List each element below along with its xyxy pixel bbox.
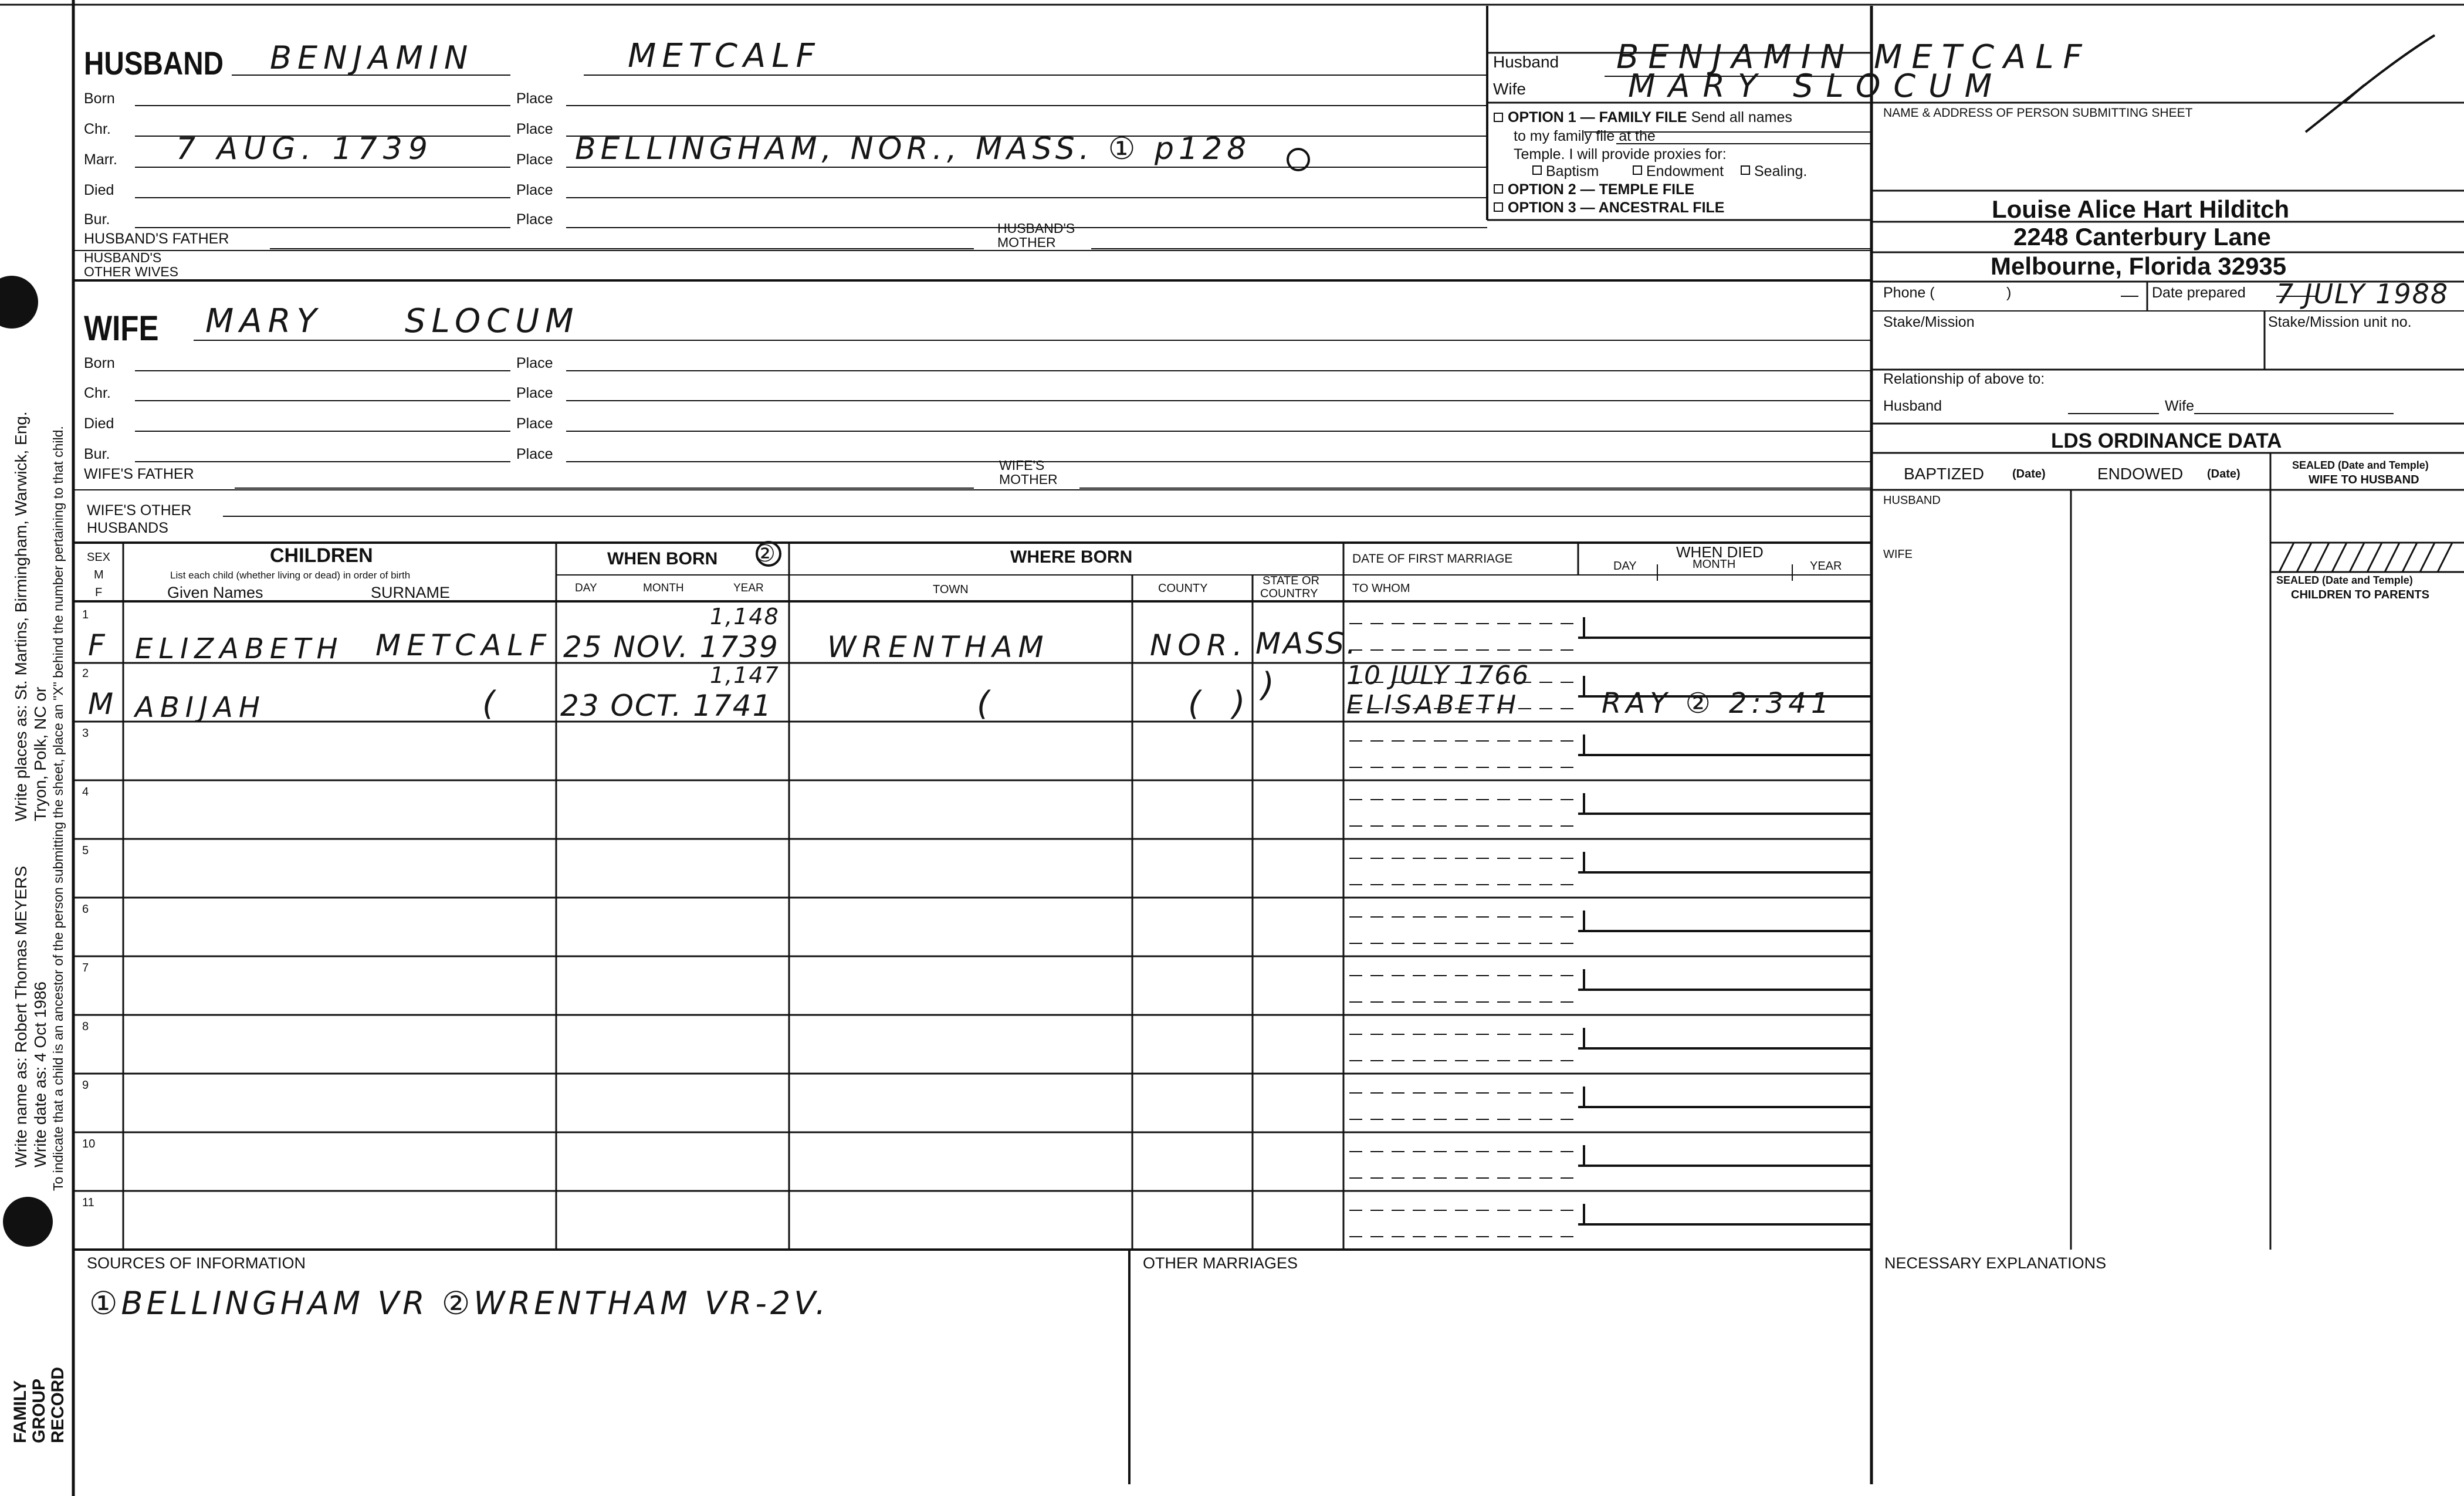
husband-marr-label: Marr. [84, 151, 117, 168]
husband-heading: HUSBAND [84, 45, 224, 82]
when-died-label: WHEN DIED [1676, 543, 1764, 561]
child-1-born: 25 NOV. 1739 [563, 630, 779, 664]
row-number-2: 2 [82, 667, 89, 680]
county-label: COUNTY [1158, 582, 1208, 595]
option1-title [1508, 110, 1792, 125]
died-bracket [1578, 1145, 1871, 1166]
husband-marriage-place: BELLINGHAM, NOR., MASS. ① p128 [575, 131, 1251, 167]
died-day-label: DAY [1613, 560, 1637, 573]
wife-bur-place-label: Place [516, 446, 553, 462]
sex-m: M [94, 568, 104, 581]
date-prepared-value: 7 JULY 1988 [2276, 278, 2449, 310]
sources-value: ①BELLINGHAM VR ②WRENTHAM VR-2V. [89, 1285, 830, 1322]
phone-paren: ) [2006, 285, 2012, 301]
child-2-born-ref: 1,147 [710, 662, 780, 688]
lds-baptized: BAPTIZED [1904, 465, 1984, 483]
submitter-name: Louise Alice Hart Hilditch [1992, 195, 2290, 223]
row-number-4: 4 [82, 786, 89, 798]
row-number-9: 9 [82, 1079, 89, 1092]
lds-sealed-c2p-1: SEALED (Date and Temple) [2276, 574, 2413, 586]
side-note-ancestor: To indicate that a child is an ancestor of the person submitting the sheet, place an "X" behind the number pertaining to that child. [50, 426, 66, 1191]
wife-father-label: WIFE'S FATHER [84, 466, 194, 482]
husband-born-place-label: Place [516, 90, 553, 107]
child-1-county: NOR. [1150, 628, 1248, 662]
date-prepared-label: Date prepared [2152, 285, 2246, 301]
husband-marr-place-label: Place [516, 151, 553, 168]
option1-title-bold: OPTION 1 — FAMILY FILE [1508, 109, 1687, 126]
died-bracket [1578, 793, 1871, 814]
option-baptism[interactable]: Baptism [1546, 163, 1599, 180]
state-label-2: COUNTRY [1260, 587, 1318, 600]
row-number-8: 8 [82, 1020, 89, 1033]
child-1-given: ELIZABETH [135, 632, 344, 665]
where-born-label: WHERE BORN [1010, 547, 1133, 567]
husband-other-wives-2: OTHER WIVES [84, 264, 179, 279]
died-year-label: YEAR [1810, 560, 1842, 573]
side-note-name: Write name as: Robert Thomas MEYERS [12, 865, 30, 1167]
died-bracket [1578, 852, 1871, 872]
born-year-label: YEAR [733, 582, 764, 594]
option3[interactable]: OPTION 3 — ANCESTRAL FILE [1508, 199, 1725, 216]
submitter-heading: NAME & ADDRESS OF PERSON SUBMITTING SHEET [1883, 106, 2193, 120]
husband-chr-place-label: Place [516, 121, 553, 137]
box-wife-label: Wife [1493, 80, 1526, 98]
children-heading: CHILDREN [270, 544, 373, 567]
stake-unit-label: Stake/Mission unit no. [2268, 314, 2412, 330]
lds-sealed-c2p-2: CHILDREN TO PARENTS [2291, 588, 2429, 601]
child-2-surname: ( [482, 685, 501, 723]
died-bracket [1578, 1087, 1871, 1107]
side-note-places: Write places as: St. Martins, Birmingham, Warwick, Eng. [12, 411, 30, 821]
wife-bur-label: Bur. [84, 446, 110, 462]
child-2-sex: M [88, 687, 120, 721]
husband-chr-label: Chr. [84, 121, 111, 137]
husband-mother-label-2: MOTHER [997, 235, 1056, 250]
town-label: TOWN [933, 583, 969, 596]
died-bracket [1578, 735, 1871, 755]
option1-line2: to my family file at the [1514, 128, 1656, 144]
born-month-label: MONTH [643, 582, 684, 594]
side-note-places-2: Tryon, Polk, NC or [31, 686, 49, 821]
died-month-label: MONTH [1693, 558, 1736, 571]
surname-label: SURNAME [371, 584, 451, 601]
child-2-died: RAY ② 2:341 [1602, 687, 1834, 720]
died-bracket [1578, 1028, 1871, 1048]
option1-line3: Temple. I will provide proxies for: [1514, 146, 1727, 163]
punch-hole-bottom [3, 1197, 53, 1247]
submitter-street: 2248 Canterbury Lane [2013, 223, 2271, 251]
lds-endowed: ENDOWED [2097, 465, 2184, 483]
row-number-11: 11 [82, 1196, 94, 1209]
died-bracket [1578, 969, 1871, 990]
wife-died-label: Died [84, 415, 114, 432]
sex-label: SEX [87, 551, 111, 564]
necessary-explanations-label: NECESSARY EXPLANATIONS [1884, 1254, 2107, 1272]
family-group-record-3: RECORD [48, 1366, 67, 1443]
row-number-10: 10 [82, 1138, 96, 1150]
husband-bur-label: Bur. [84, 211, 110, 228]
lds-husband: HUSBAND [1883, 494, 1941, 507]
children-note: List each child (whether living or dead) in order of birth [170, 570, 411, 581]
wife-surname: SLOCUM [405, 302, 580, 340]
husband-bur-place-label: Place [516, 211, 553, 228]
family-group-record-2: GROUP [29, 1378, 49, 1443]
husband-died-label: Died [84, 182, 114, 198]
child-2-county: ( ) [1188, 685, 1256, 723]
wife-chr-place-label: Place [516, 385, 553, 401]
side-note-date: Write date as: 4 Oct 1986 [31, 981, 49, 1167]
submitter-city: Melbourne, Florida 32935 [1991, 252, 2287, 280]
lds-sealed-w2h-2: WIFE TO HUSBAND [2309, 473, 2419, 486]
row-number-1: 1 [82, 608, 89, 621]
when-born-mark: ② [754, 540, 776, 567]
wife-given-name: MARY [205, 302, 323, 340]
stake-label: Stake/Mission [1883, 314, 1975, 330]
died-bracket [1578, 1204, 1871, 1224]
wife-other-husbands-1: WIFE'S OTHER [87, 502, 192, 519]
row-number-3: 3 [82, 727, 89, 740]
sources-label: SOURCES OF INFORMATION [87, 1254, 306, 1272]
sex-f: F [95, 586, 103, 599]
child-1-surname: METCALF [375, 628, 553, 662]
option-endowment[interactable]: Endowment [1646, 163, 1724, 180]
relationship-label: Relationship of above to: [1883, 371, 2045, 387]
given-names-label: Given Names [167, 584, 263, 601]
first-marriage-label: DATE OF FIRST MARRIAGE [1352, 552, 1513, 566]
child-2-given: ABIJAH [135, 691, 266, 724]
child-2-born: 23 OCT. 1741 [560, 689, 773, 723]
relationship-wife: Wife [2165, 398, 2194, 414]
box-wife-value: MARY SLOCUM [1628, 67, 2005, 104]
lds-baptized-date: (Date) [2012, 468, 2046, 480]
wife-born-place-label: Place [516, 355, 553, 371]
lds-endowed-date: (Date) [2207, 468, 2240, 480]
state-label-1: STATE OR [1263, 574, 1320, 587]
born-day-label: DAY [575, 582, 597, 594]
option2[interactable]: OPTION 2 — TEMPLE FILE [1508, 181, 1695, 198]
option1-rest: Send all names [1691, 109, 1792, 126]
died-bracket [1578, 911, 1871, 931]
child-2-spouse: ELISABETH [1346, 690, 1520, 720]
wife-other-husbands-2: HUSBANDS [87, 520, 168, 536]
family-group-record-1: FAMILY [11, 1380, 30, 1443]
husband-given-name: BENJAMIN [270, 39, 474, 76]
lds-title: LDS ORDINANCE DATA [2051, 429, 2282, 452]
option-sealing[interactable]: Sealing. [1754, 163, 1808, 180]
lds-sealed-w2h-1: SEALED (Date and Temple) [2292, 459, 2429, 471]
wife-chr-label: Chr. [84, 385, 111, 401]
husband-died-place-label: Place [516, 182, 553, 198]
child-1-born-ref: 1,148 [710, 604, 780, 629]
other-marriages-label: OTHER MARRIAGES [1143, 1254, 1298, 1272]
row-number-7: 7 [82, 962, 89, 974]
husband-born-label: Born [84, 90, 115, 107]
box-husband-label: Husband [1493, 53, 1559, 71]
child-2-town: ( [977, 685, 996, 723]
relationship-husband: Husband [1883, 398, 1942, 414]
row-number-5: 5 [82, 844, 89, 857]
husband-surname: METCALF [628, 37, 821, 75]
box-husband-value: BENJAMIN METCALF [1616, 38, 2091, 76]
child-1-sex: F [88, 628, 111, 662]
husband-other-wives-1: HUSBAND'S [84, 250, 162, 265]
child-2-marriage: 10 JULY 1766 [1346, 661, 1530, 691]
husband-father-label: HUSBAND'S FATHER [84, 231, 229, 247]
wife-mother-label-1: WIFE'S [999, 458, 1045, 473]
phone-label: Phone ( [1883, 285, 1935, 301]
child-1-state: MASS. [1255, 627, 1358, 661]
husband-mother-label-1: HUSBAND'S [997, 221, 1075, 236]
wife-mother-label-2: MOTHER [999, 472, 1058, 487]
wife-died-place-label: Place [516, 415, 553, 432]
child-1-town: WRENTHAM [827, 630, 1050, 664]
when-born-label: WHEN BORN [607, 549, 718, 568]
wife-born-label: Born [84, 355, 115, 371]
died-bracket [1578, 617, 1871, 638]
child-2-state: ) [1261, 666, 1280, 704]
to-whom-label: TO WHOM [1352, 582, 1410, 595]
lds-wife: WIFE [1883, 548, 1913, 561]
husband-marriage-date: 7 AUG. 1739 [176, 131, 434, 167]
row-number-6: 6 [82, 903, 89, 916]
wife-heading: WIFE [84, 309, 159, 348]
